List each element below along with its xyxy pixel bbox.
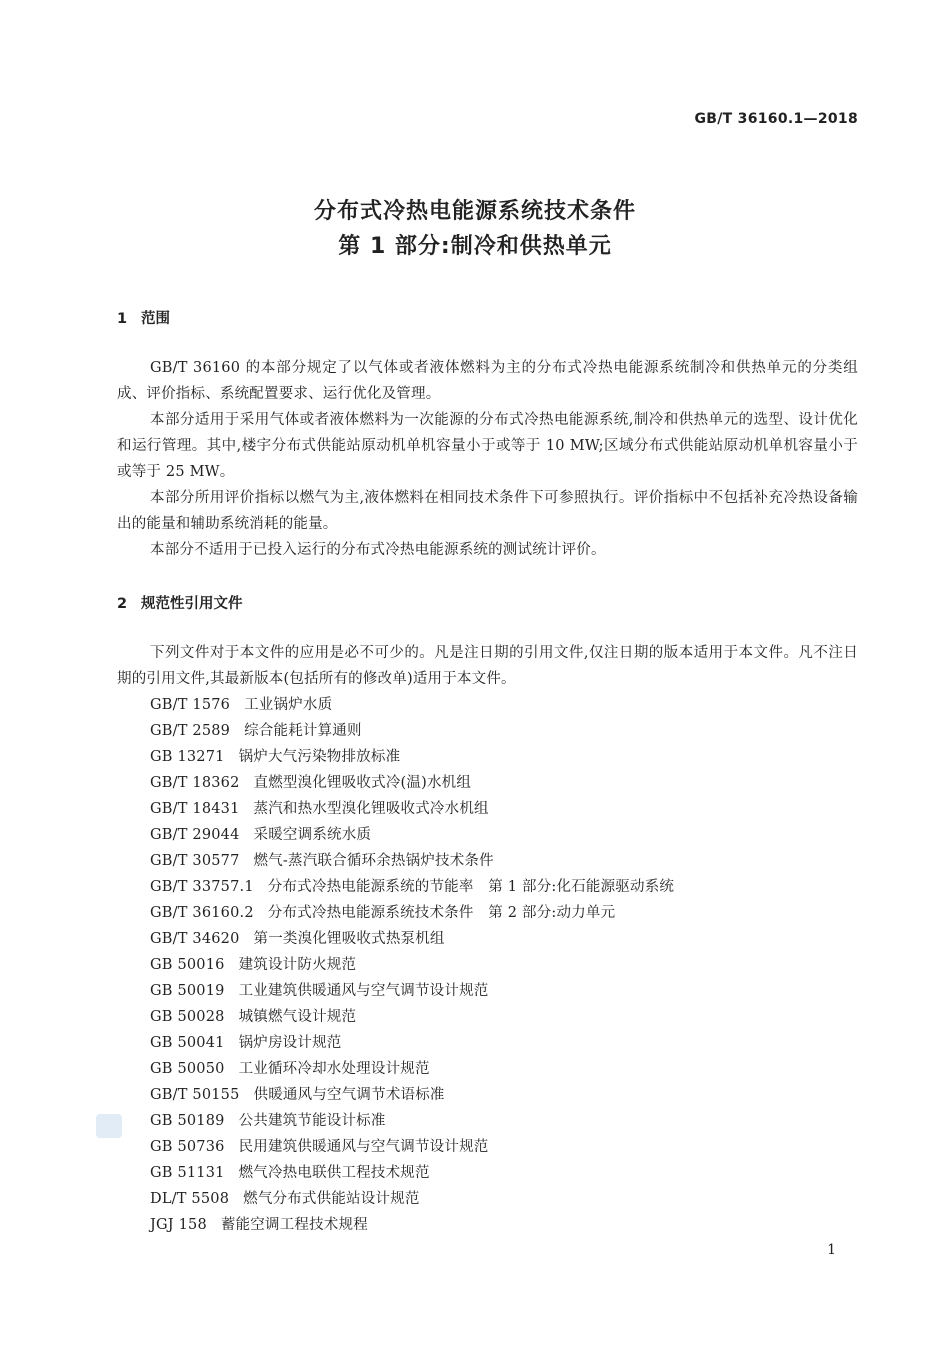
reference-item — [150, 926, 674, 952]
reference-title: 燃气分布式供能站设计规范 — [243, 1191, 420, 1207]
reference-title: 工业循环冷却水处理设计规范 — [238, 1061, 430, 1077]
reference-item — [150, 1004, 674, 1030]
reference-code: GB/T 30577 — [150, 853, 240, 869]
reference-code: GB/T 2589 — [150, 723, 231, 739]
reference-code: GB 13271 — [150, 749, 225, 765]
section-number: 2 — [117, 596, 128, 612]
reference-title: 工业锅炉水质 — [244, 697, 333, 713]
reference-code: GB 50028 — [150, 1009, 225, 1025]
reference-code: GB 50050 — [150, 1061, 225, 1077]
reference-code: GB 51131 — [150, 1165, 225, 1181]
reference-title: 工业建筑供暖通风与空气调节设计规范 — [238, 983, 489, 999]
reference-item — [150, 978, 674, 1004]
reference-code: GB/T 18362 — [150, 775, 240, 791]
reference-list — [150, 692, 674, 1238]
reference-item — [150, 900, 674, 926]
reference-item — [150, 1134, 674, 1160]
reference-item — [150, 952, 674, 978]
standard-code: GB/T 36160.1—2018 — [694, 111, 858, 127]
reference-code: GB/T 18431 — [150, 801, 240, 817]
reference-title: 民用建筑供暖通风与空气调节设计规范 — [238, 1139, 489, 1155]
paragraph: GB/T 36160 的本部分规定了以气体或者液体燃料为主的分布式冷热电能源系统制冷和供热单元的分类组成、评价指标、系统配置要求、运行优化及管理。 — [117, 360, 858, 402]
reference-code: GB/T 33757.1 — [150, 879, 254, 895]
reference-item — [150, 822, 674, 848]
reference-code: GB 50016 — [150, 957, 225, 973]
section-title: 规范性引用文件 — [141, 596, 243, 612]
reference-item — [150, 848, 674, 874]
section-heading-normative-references — [117, 592, 243, 613]
reference-title: 燃气-蒸汽联合循环余热锅炉技术条件 — [253, 853, 494, 869]
reference-item — [150, 1212, 674, 1238]
reference-item — [150, 718, 674, 744]
reference-title: 燃气冷热电联供工程技术规范 — [238, 1165, 430, 1181]
paragraph: 本部分不适用于已投入运行的分布式冷热电能源系统的测试统计评价。 — [150, 542, 606, 558]
reference-title: 采暖空调系统水质 — [253, 827, 372, 843]
document-subtitle: 第 1 部分:制冷和供热单元 — [338, 234, 612, 259]
section-heading-scope — [117, 307, 170, 328]
reference-code: GB/T 29044 — [150, 827, 240, 843]
paragraph: 本部分所用评价指标以燃气为主,液体燃料在相同技术条件下可参照执行。评价指标中不包括补充冷热设备输出的能量和辅助系统消耗的能量。 — [117, 490, 858, 532]
reference-code: GB/T 50155 — [150, 1087, 240, 1103]
reference-item — [150, 1108, 674, 1134]
section-title: 范围 — [141, 311, 170, 327]
reference-item — [150, 874, 674, 900]
reference-title: 锅炉大气污染物排放标准 — [238, 749, 401, 765]
reference-code: GB 50041 — [150, 1035, 225, 1051]
reference-title: 蒸汽和热水型溴化锂吸收式冷水机组 — [253, 801, 489, 817]
reference-item — [150, 1056, 674, 1082]
reference-item — [150, 744, 674, 770]
reference-item — [150, 692, 674, 718]
document-title: 分布式冷热电能源系统技术条件 — [313, 199, 636, 224]
reference-title: 直燃型溴化锂吸收式冷(温)水机组 — [253, 775, 472, 791]
reference-code: DL/T 5508 — [150, 1191, 230, 1207]
reference-code: GB/T 36160.2 — [150, 905, 254, 921]
paragraph: 下列文件对于本文件的应用是必不可少的。凡是注日期的引用文件,仅注日期的版本适用于本文件。凡不注日期的引用文件,其最新版本(包括所有的修改单)适用于本文件。 — [117, 645, 858, 687]
reference-item — [150, 1160, 674, 1186]
reference-code: GB 50019 — [150, 983, 225, 999]
reference-title: 蓄能空调工程技术规程 — [220, 1217, 368, 1233]
reference-title: 公共建筑节能设计标准 — [238, 1113, 386, 1129]
reference-title: 第一类溴化锂吸收式热泵机组 — [253, 931, 445, 947]
reference-item — [150, 1082, 674, 1108]
paragraph: 本部分适用于采用气体或者液体燃料为一次能源的分布式冷热电能源系统,制冷和供热单元的选型、设计优化和运行管理。其中,楼宇分布式供能站原动机单机容量小于或等于 10 MW;区域分布式供能站原动机单机容量小于或等于 25 MW。 — [117, 412, 858, 480]
reference-title: 分布式冷热电能源系统的节能率 第 1 部分:化石能源驱动系统 — [267, 879, 675, 895]
reference-code: GB/T 34620 — [150, 931, 240, 947]
reference-code: GB/T 1576 — [150, 697, 231, 713]
watermark-icon — [96, 1114, 122, 1138]
reference-title: 综合能耗计算通则 — [244, 723, 362, 739]
reference-title: 供暖通风与空气调节术语标准 — [253, 1087, 445, 1103]
reference-code: GB 50736 — [150, 1139, 225, 1155]
reference-item — [150, 1030, 674, 1056]
reference-title: 分布式冷热电能源系统技术条件 第 2 部分:动力单元 — [267, 905, 616, 921]
reference-title: 城镇燃气设计规范 — [238, 1009, 357, 1025]
reference-title: 建筑设计防火规范 — [238, 957, 357, 973]
reference-title: 锅炉房设计规范 — [238, 1035, 342, 1051]
reference-code: JGJ 158 — [150, 1217, 207, 1233]
page-number: 1 — [827, 1242, 836, 1258]
reference-item — [150, 1186, 674, 1212]
reference-item — [150, 770, 674, 796]
section-number: 1 — [117, 311, 128, 327]
reference-code: GB 50189 — [150, 1113, 225, 1129]
reference-item — [150, 796, 674, 822]
